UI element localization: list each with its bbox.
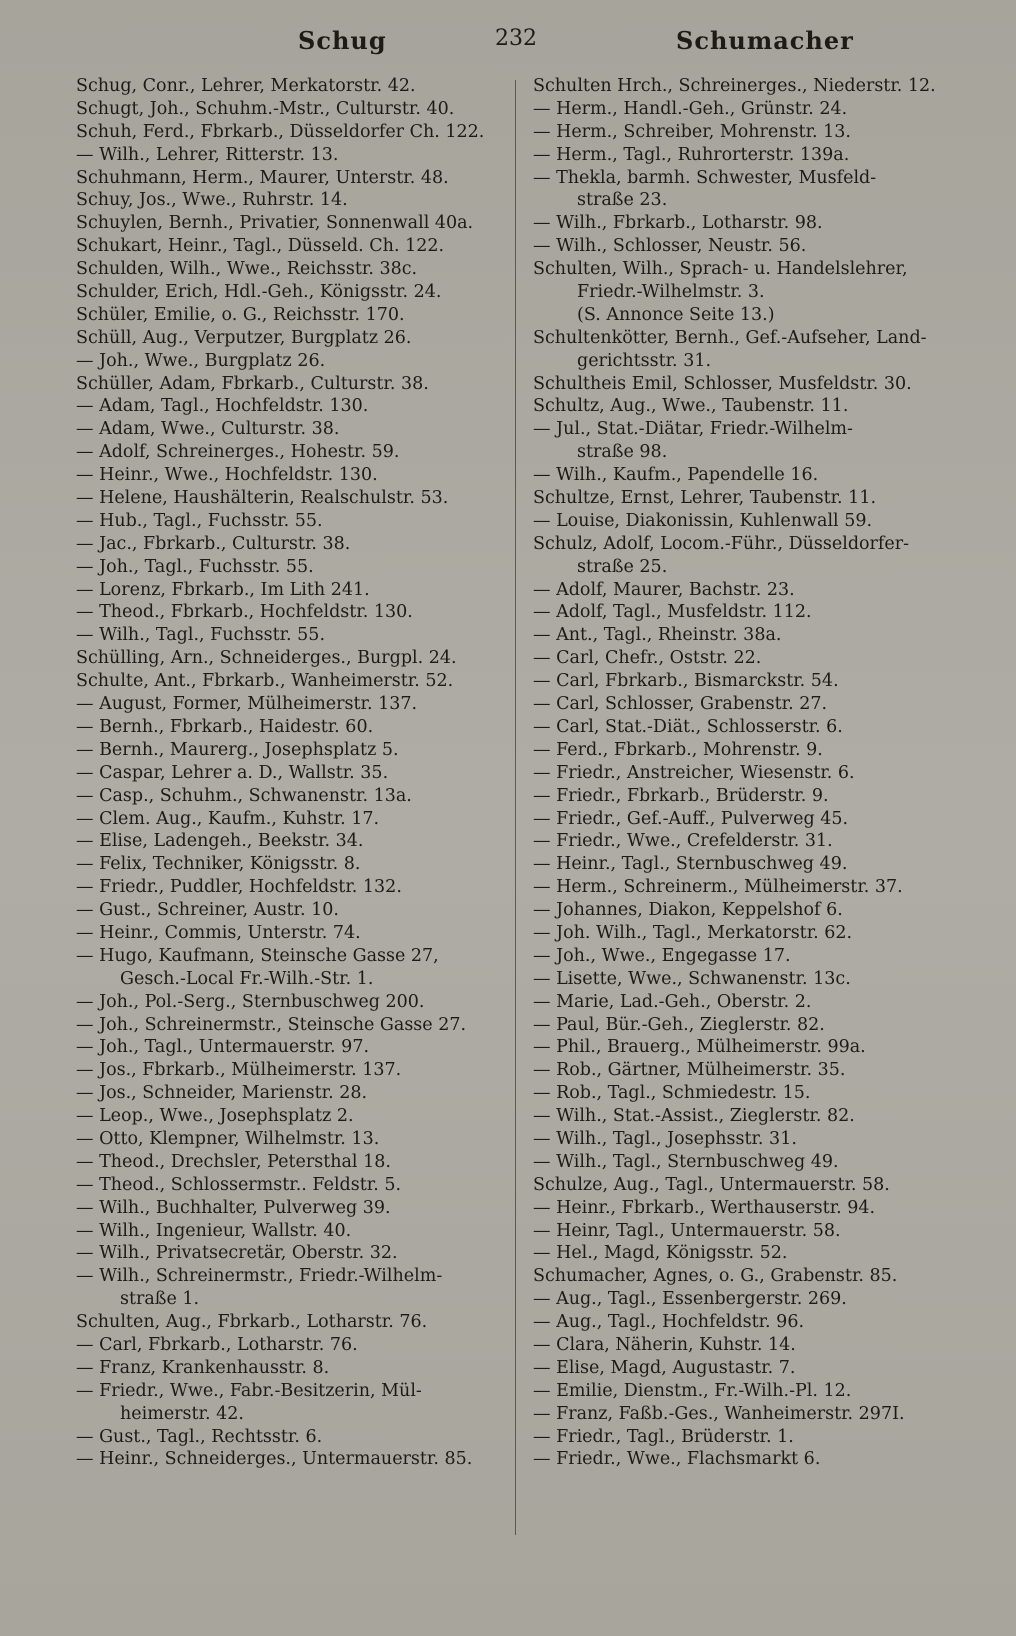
directory-entry-continuation: heimerstr. 42. (120, 1403, 244, 1424)
directory-entry: — Joh., Pol.-Serg., Sternbuschweg 200. (76, 991, 425, 1012)
directory-entry-continuation: (S. Annonce Seite 13.) (577, 304, 775, 325)
directory-entry: — Heinr., Wwe., Hochfeldstr. 130. (76, 465, 378, 486)
directory-entry: — Paul, Bür.-Geh., Zieglerstr. 82. (533, 1014, 825, 1035)
directory-entry: — Theod., Fbrkarb., Hochfeldstr. 130. (76, 602, 413, 623)
directory-entry: Schulten, Wilh., Sprach- u. Handelslehrer, (533, 259, 908, 280)
directory-entry: — Casp., Schuhm., Schwanenstr. 13a. (76, 785, 412, 806)
directory-entry: — Friedr., Tagl., Brüderstr. 1. (533, 1426, 794, 1447)
directory-entry: — Johannes, Diakon, Keppelshof 6. (533, 900, 843, 921)
directory-entry: — Herm., Tagl., Ruhrorterstr. 139a. (533, 144, 850, 165)
directory-entry: Schultze, Ernst, Lehrer, Taubenstr. 11. (533, 488, 877, 509)
directory-entry: — Joh., Tagl., Untermauerstr. 97. (76, 1037, 370, 1058)
directory-entry: — Joh., Tagl., Fuchsstr. 55. (76, 556, 314, 577)
directory-entry: — Friedr., Fbrkarb., Brüderstr. 9. (533, 785, 829, 806)
directory-entry: — Wilh., Kaufm., Papendelle 16. (533, 465, 819, 486)
directory-entry: Schulten Hrch., Schreinerges., Niederstr. 12. (533, 76, 936, 96)
directory-entry: Schüller, Adam, Fbrkarb., Culturstr. 38. (76, 373, 429, 394)
directory-entry: — Franz, Krankenhausstr. 8. (76, 1357, 330, 1378)
directory-entry: — Adam, Tagl., Hochfeldstr. 130. (76, 396, 369, 417)
directory-entry: Schulder, Erich, Hdl.-Geh., Königsstr. 24. (76, 282, 442, 303)
directory-entry-continuation: straße 1. (120, 1289, 200, 1310)
directory-entry: — Wilh., Ingenieur, Wallstr. 40. (76, 1220, 352, 1241)
directory-entry: — Hub., Tagl., Fuchsstr. 55. (76, 510, 323, 531)
directory-entry: Schultheis Emil, Schlosser, Musfeldstr. 30. (533, 373, 912, 394)
directory-entry: — Louise, Diakonissin, Kuhlenwall 59. (533, 510, 873, 531)
directory-entry: — Phil., Brauerg., Mülheimerstr. 99a. (533, 1037, 866, 1058)
directory-entry: Schulze, Aug., Tagl., Untermauerstr. 58. (533, 1174, 890, 1195)
directory-entry: — Herm., Schreiber, Mohrenstr. 13. (533, 121, 851, 142)
directory-entry: — Jos., Schneider, Marienstr. 28. (76, 1083, 368, 1104)
directory-entry: — Otto, Klempner, Wilhelmstr. 13. (76, 1128, 380, 1149)
directory-entry-continuation: straße 25. (577, 556, 668, 577)
directory-entry: — Adolf, Maurer, Bachstr. 23. (533, 579, 795, 600)
directory-entry: — Bernh., Maurerg., Josephsplatz 5. (76, 739, 399, 760)
directory-entry: — Theod., Schlossermstr.. Feldstr. 5. (76, 1174, 402, 1195)
directory-entry: — Carl, Stat.-Diät., Schlosserstr. 6. (533, 716, 843, 737)
directory-entry: — Gust., Tagl., Rechtsstr. 6. (76, 1426, 323, 1447)
directory-entry: — Herm., Handl.-Geh., Grünstr. 24. (533, 98, 848, 119)
directory-entry: — Adolf, Schreinerges., Hohestr. 59. (76, 442, 400, 463)
directory-entry: — Hugo, Kaufmann, Steinsche Gasse 27, (76, 945, 439, 966)
directory-entry: — Friedr., Puddler, Hochfeldstr. 132. (76, 877, 402, 898)
directory-entry: — Clem. Aug., Kaufm., Kuhstr. 17. (76, 808, 380, 829)
directory-entry-continuation: Friedr.-Wilhelmstr. 3. (577, 282, 765, 303)
directory-entry: Schuh, Ferd., Fbrkarb., Düsseldorfer Ch. 122. (76, 121, 485, 142)
directory-entry: — Adam, Wwe., Culturstr. 38. (76, 419, 340, 440)
directory-entry: — Herm., Schreinerm., Mülheimerstr. 37. (533, 877, 903, 898)
directory-entry: — Friedr., Wwe., Flachsmarkt 6. (533, 1449, 821, 1470)
directory-entry: — Theod., Drechsler, Petersthal 18. (76, 1151, 391, 1172)
directory-entry: — Aug., Tagl., Hochfeldstr. 96. (533, 1312, 805, 1333)
directory-entry: — Ant., Tagl., Rheinstr. 38a. (533, 625, 782, 646)
directory-entry: — Carl, Chefr., Oststr. 22. (533, 648, 762, 669)
page-header (0, 26, 1016, 62)
directory-entry: Schulte, Ant., Fbrkarb., Wanheimerstr. 52. (76, 671, 454, 692)
directory-entry: Schulz, Adolf, Locom.-Führ., Düsseldorfer- (533, 533, 910, 554)
directory-entry: Schumacher, Agnes, o. G., Grabenstr. 85. (533, 1266, 898, 1287)
directory-entry: — Franz, Faßb.-Ges., Wanheimerstr. 297I. (533, 1403, 905, 1424)
directory-entry-continuation: gerichtsstr. 31. (577, 350, 712, 371)
directory-entry: Schultenkötter, Bernh., Gef.-Aufseher, Land- (533, 327, 927, 348)
left-column (76, 75, 508, 1471)
directory-entry: — Wilh., Lehrer, Ritterstr. 13. (76, 144, 339, 165)
directory-entry: — Thekla, barmh. Schwester, Musfeld- (533, 167, 877, 188)
directory-entry: — Carl, Fbrkarb., Bismarckstr. 54. (533, 671, 839, 692)
directory-entry: Schukart, Heinr., Tagl., Düsseld. Ch. 122. (76, 236, 445, 257)
directory-entry: — Marie, Lad.-Geh., Oberstr. 2. (533, 991, 812, 1012)
directory-entry: — Heinr., Schneiderges., Untermauerstr. 85. (76, 1449, 473, 1470)
directory-entry: Schulden, Wilh., Wwe., Reichsstr. 38c. (76, 259, 418, 280)
directory-entry: — Gust., Schreiner, Austr. 10. (76, 900, 339, 921)
directory-entry: — Helene, Haushälterin, Realschulstr. 53. (76, 488, 449, 509)
directory-entry: Schuy, Jos., Wwe., Ruhrstr. 14. (76, 190, 348, 211)
directory-entry: — Heinr., Commis, Unterstr. 74. (76, 922, 361, 943)
directory-entry: — Caspar, Lehrer a. D., Wallstr. 35. (76, 762, 389, 783)
directory-entry: — Wilh., Buchhalter, Pulverweg 39. (76, 1197, 391, 1218)
directory-entry: — Joh., Schreinermstr., Steinsche Gasse 27. (76, 1014, 467, 1035)
directory-entry-continuation: straße 98. (577, 442, 668, 463)
directory-entry-continuation: straße 23. (577, 190, 668, 211)
header-left-keyword: Schug (298, 26, 387, 55)
directory-entry: Schugt, Joh., Schuhm.-Mstr., Culturstr. 40. (76, 98, 455, 119)
directory-entry: Schüler, Emilie, o. G., Reichsstr. 170. (76, 304, 405, 325)
directory-entry: — Jac., Fbrkarb., Culturstr. 38. (76, 533, 351, 554)
directory-entry: — Joh. Wilh., Tagl., Merkatorstr. 62. (533, 922, 853, 943)
directory-entry: Schuylen, Bernh., Privatier, Sonnenwall 40a. (76, 213, 474, 234)
directory-entry: — Carl, Schlosser, Grabenstr. 27. (533, 694, 828, 715)
directory-entry: — Jul., Stat.-Diätar, Friedr.-Wilhelm- (533, 419, 853, 440)
directory-entry: — Friedr., Wwe., Crefelderstr. 31. (533, 831, 833, 852)
directory-entry: — Jos., Fbrkarb., Mülheimerstr. 137. (76, 1060, 402, 1081)
directory-entry: — Wilh., Schreinermstr., Friedr.-Wilhelm- (76, 1266, 443, 1287)
directory-entry: Schug, Conr., Lehrer, Merkatorstr. 42. (76, 76, 416, 96)
directory-entry: Schultz, Aug., Wwe., Taubenstr. 11. (533, 396, 849, 417)
directory-entry: — Friedr., Wwe., Fabr.-Besitzerin, Mül- (76, 1380, 422, 1401)
column-divider (515, 80, 516, 1535)
directory-entry: — Emilie, Dienstm., Fr.-Wilh.-Pl. 12. (533, 1380, 852, 1401)
directory-entry: Schuhmann, Herm., Maurer, Unterstr. 48. (76, 167, 449, 188)
directory-entry: — Aug., Tagl., Essenbergerstr. 269. (533, 1289, 847, 1310)
directory-entry: — Felix, Techniker, Königsstr. 8. (76, 854, 361, 875)
directory-entry: — Wilh., Tagl., Fuchsstr. 55. (76, 625, 326, 646)
page-number: 232 (495, 26, 537, 51)
directory-entry: — Rob., Gärtner, Mülheimerstr. 35. (533, 1060, 846, 1081)
directory-entry: Schülling, Arn., Schneiderges., Burgpl. 24. (76, 648, 457, 669)
directory-entry: — Rob., Tagl., Schmiedestr. 15. (533, 1083, 811, 1104)
directory-entry: — Joh., Wwe., Burgplatz 26. (76, 350, 326, 371)
directory-entry: — Carl, Fbrkarb., Lotharstr. 76. (76, 1334, 358, 1355)
directory-entry: — Adolf, Tagl., Musfeldstr. 112. (533, 602, 812, 623)
directory-entry: — Ferd., Fbrkarb., Mohrenstr. 9. (533, 739, 823, 760)
directory-entry: — Lisette, Wwe., Schwanenstr. 13c. (533, 968, 851, 989)
directory-entry: — Heinr, Tagl., Untermauerstr. 58. (533, 1220, 841, 1241)
directory-entry: — Clara, Näherin, Kuhstr. 14. (533, 1334, 796, 1355)
directory-entry: — Friedr., Gef.-Auff., Pulverweg 45. (533, 808, 849, 829)
directory-entry: — Joh., Wwe., Engegasse 17. (533, 945, 791, 966)
directory-entry: — Wilh., Schlosser, Neustr. 56. (533, 236, 807, 257)
directory-entry: — Hel., Magd, Königsstr. 52. (533, 1243, 788, 1264)
directory-entry-continuation: Gesch.-Local Fr.-Wilh.-Str. 1. (120, 968, 374, 989)
directory-entry: — Friedr., Anstreicher, Wiesenstr. 6. (533, 762, 855, 783)
directory-entry: — Wilh., Tagl., Sternbuschweg 49. (533, 1151, 839, 1172)
directory-entry: — Heinr., Tagl., Sternbuschweg 49. (533, 854, 848, 875)
directory-entry: — Elise, Ladengeh., Beekstr. 34. (76, 831, 364, 852)
directory-entry: — August, Former, Mülheimerstr. 137. (76, 694, 418, 715)
directory-entry: — Wilh., Fbrkarb., Lotharstr. 98. (533, 213, 823, 234)
directory-entry: — Wilh., Stat.-Assist., Zieglerstr. 82. (533, 1106, 855, 1127)
directory-entry: — Elise, Magd, Augustastr. 7. (533, 1357, 796, 1378)
directory-entry: — Lorenz, Fbrkarb., Im Lith 241. (76, 579, 370, 600)
directory-entry: Schulten, Aug., Fbrkarb., Lotharstr. 76. (76, 1312, 428, 1333)
directory-entry: — Bernh., Fbrkarb., Haidestr. 60. (76, 716, 374, 737)
directory-entry: — Leop., Wwe., Josephsplatz 2. (76, 1106, 354, 1127)
right-column (533, 75, 965, 1471)
directory-entry: — Wilh., Tagl., Josephsstr. 31. (533, 1128, 797, 1149)
directory-entry: Schüll, Aug., Verputzer, Burgplatz 26. (76, 327, 412, 348)
directory-entry: — Heinr., Fbrkarb., Werthauserstr. 94. (533, 1197, 876, 1218)
directory-entry: — Wilh., Privatsecretär, Oberstr. 32. (76, 1243, 398, 1264)
header-right-keyword: Schumacher (676, 26, 854, 55)
